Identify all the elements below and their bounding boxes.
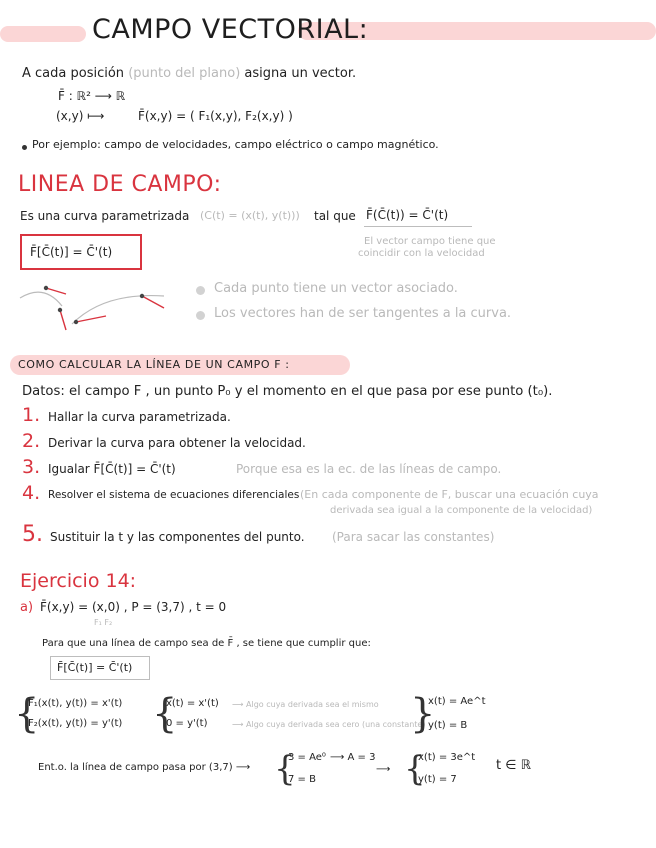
sketch-vector-2 xyxy=(60,310,66,330)
curve-param: (C(t) = (x(t), y(t))) xyxy=(200,209,300,222)
sketch-point-2 xyxy=(58,308,62,312)
intro-line1 xyxy=(22,66,356,81)
condition-underline xyxy=(364,226,472,227)
constant-eq1: 3 = Ae⁰ xyxy=(288,752,326,763)
ejercicio-heading: Ejercicio 14: xyxy=(20,570,137,592)
step-1-number: 1. xyxy=(22,404,41,426)
ejercicio-boxed xyxy=(50,656,150,680)
tal-que: tal que xyxy=(314,209,356,223)
definition-map: F̄ : ℝ² ⟶ ℝ xyxy=(58,89,126,103)
system1-brace: { xyxy=(14,691,40,737)
datos-text: Datos: el campo F , un punto P₀ y el momento en el que pasa por ese punto (t₀). xyxy=(22,384,553,399)
curve-text: Es una curva parametrizada xyxy=(20,209,190,223)
linea-campo-heading: LINEA DE CAMPO: xyxy=(18,172,222,197)
solution-eq1: x(t) = Ae^t xyxy=(428,696,486,707)
step-5-text: Sustituir la t y las componentes del punto. xyxy=(50,530,305,544)
ejercicio-sub: F₁ F₂ xyxy=(94,618,113,627)
sketch-point-1 xyxy=(44,286,48,290)
ejercicio-statement: F̄(x,y) = (x,0) , P = (3,7) , t = 0 xyxy=(40,600,227,614)
intro-text-gray: (punto del plano) xyxy=(128,66,241,81)
step-4-number: 4. xyxy=(22,482,41,504)
gray-bullet-2 xyxy=(196,311,205,320)
sketch-vector-1 xyxy=(46,288,66,294)
constant-eq2: 7 = B xyxy=(288,774,316,785)
field-line-sketch xyxy=(14,278,184,338)
step-1-text: Hallar la curva parametrizada. xyxy=(48,410,231,424)
gray-bullet-1 xyxy=(196,286,205,295)
sketch-point-3 xyxy=(74,320,78,324)
bullet-text-1: Cada punto tiene un vector asociado. xyxy=(214,281,458,296)
constants-brace: { xyxy=(274,749,296,789)
note-line1: El vector campo tiene que xyxy=(364,236,496,247)
sketch-point-4 xyxy=(140,294,144,298)
step-3-number: 3. xyxy=(22,456,41,478)
para-que-text: Para que una línea de campo sea de F̄ , se tiene que cumplir que: xyxy=(42,638,371,649)
example-text: Por ejemplo: campo de velocidades, campo eléctrico o campo magnético. xyxy=(32,138,439,151)
intro-text-a: A cada posición xyxy=(22,66,125,81)
como-heading: COMO CALCULAR LA LÍNEA DE UN CAMPO F : xyxy=(18,358,290,371)
final-brace: { xyxy=(404,749,426,789)
solution-eq2: y(t) = B xyxy=(428,720,468,731)
boxed-condition xyxy=(20,234,142,270)
title-pill-left xyxy=(0,26,86,42)
solution-brace: } xyxy=(410,691,436,737)
domain-text: t ∈ ℝ xyxy=(496,758,531,773)
system2-eq1: x(t) = x'(t) xyxy=(166,698,219,709)
definition-rule-left: (x,y) ⟼ xyxy=(56,109,105,123)
system2-note1: ⟶ Algo cuya derivada sea el mismo xyxy=(232,700,379,709)
step-2-number: 2. xyxy=(22,430,41,452)
step-5-note: (Para sacar las constantes) xyxy=(332,530,495,544)
system2-brace: { xyxy=(152,691,178,737)
note-line2: coincidir con la velocidad xyxy=(358,248,485,259)
step-4-text: Resolver el sistema de ecuaciones diferenciales xyxy=(48,489,300,501)
ejercicio-boxed-text: F̄[C̄(t)] = C̄'(t) xyxy=(57,661,133,674)
final-arrow: ⟶ xyxy=(376,764,391,775)
step-4-note-2: derivada sea igual a la componente de la velocidad) xyxy=(330,505,593,516)
example-bullet xyxy=(22,145,27,150)
entonces-text: Ent.o. la línea de campo pasa por (3,7) ⟶ xyxy=(38,762,251,773)
final-eq1: x(t) = 3e^t xyxy=(418,752,476,763)
intro-text-b: asigna un vector. xyxy=(244,66,357,81)
system2-note2: ⟶ Algo cuya derivada sea cero (una constante) xyxy=(232,720,426,729)
page-title: CAMPO VECTORIAL: xyxy=(92,14,369,45)
definition-rule-right: F̄(x,y) = ( F₁(x,y), F₂(x,y) ) xyxy=(138,109,293,123)
constant-eq1-result: ⟶ A = 3 xyxy=(330,752,376,763)
step-3-note: Porque esa es la ec. de las líneas de campo. xyxy=(236,462,502,476)
bullet-text-2: Los vectores han de ser tangentes a la curva. xyxy=(214,306,512,321)
step-3-text: Igualar F̄[C̄(t)] = C̄'(t) xyxy=(48,462,176,476)
step-5-number: 5. xyxy=(22,522,43,547)
sketch-curve-1 xyxy=(20,292,62,306)
final-eq2: y(t) = 7 xyxy=(418,774,457,785)
step-4-note: (En cada componente de F, buscar una ecuación cuya xyxy=(300,488,599,501)
ejercicio-label: a) xyxy=(20,600,34,615)
system1-eq2: F₂(x(t), y(t)) = y'(t) xyxy=(28,718,123,729)
condition-formula: F̄(C̄(t)) = C̄'(t) xyxy=(366,208,449,222)
boxed-condition-text: F̄[C̄(t)] = C̄'(t) xyxy=(30,245,113,259)
system2-eq2: 0 = y'(t) xyxy=(166,718,208,729)
system1-eq1: F₁(x(t), y(t)) = x'(t) xyxy=(28,698,123,709)
step-2-text: Derivar la curva para obtener la velocidad. xyxy=(48,436,306,450)
sketch-vector-4 xyxy=(142,296,164,308)
